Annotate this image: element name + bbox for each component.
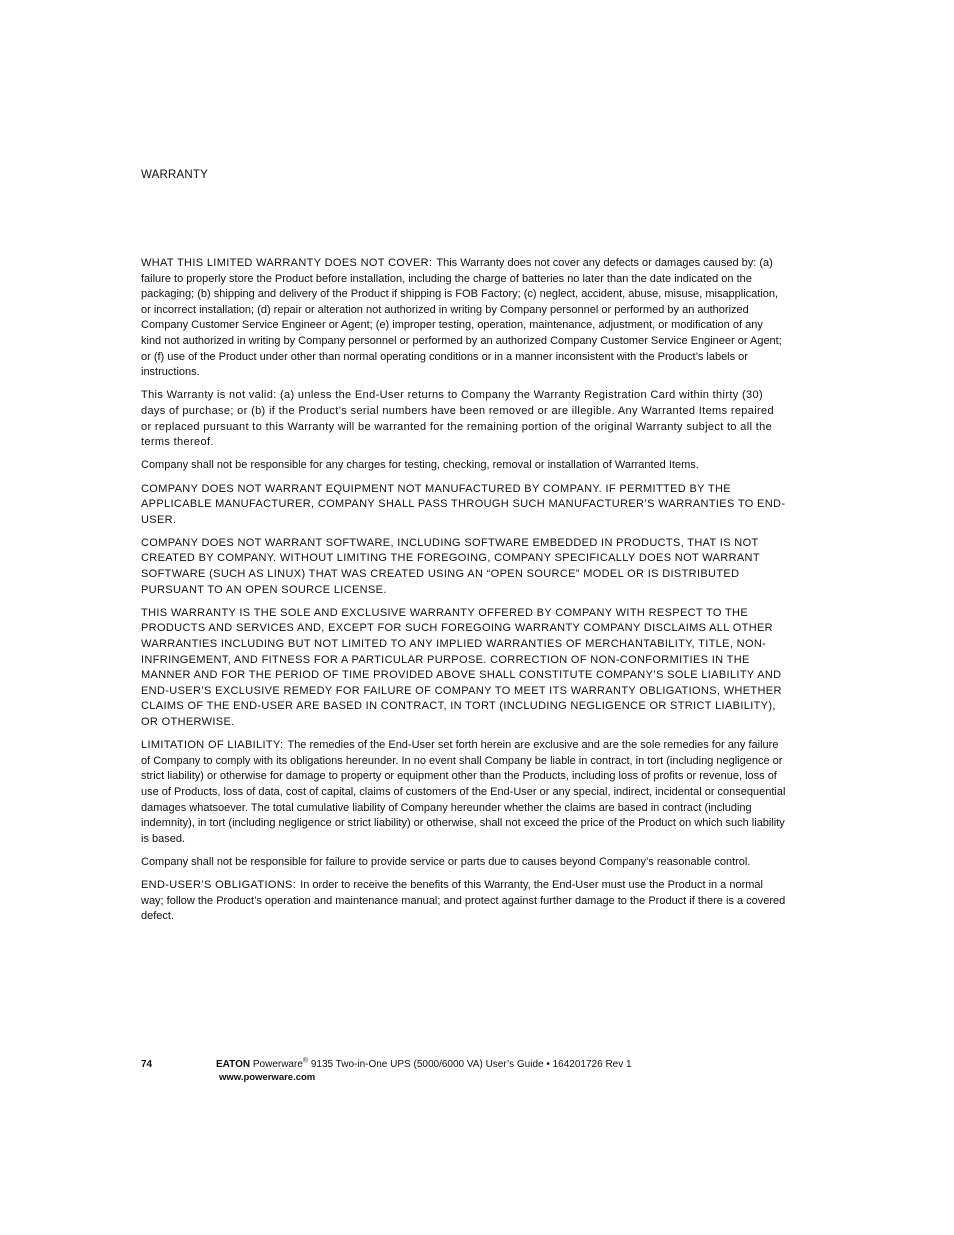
paragraph-text: The remedies of the End-User set forth herein are exclusive and are the sole remedies for any failure of Company to comply with its obligations hereunder. In no event shall Company be liable in contract, in tort (including negligence or strict liability) or otherwise for damage to property or equipment other than the Products, including loss of profits or revenue, loss of use of Products, loss of data, cost of capital, claims of customers of the End-User or any special, indirect, incidental or consequential damages whatsoever. The total cumulative liability of Company hereunder whether the claims are based in contract (including indemnity), in tort (including negligence or strict liability) or otherwise, shall not exceed the price of the Product on which such liability is based. [141,739,786,845]
paragraph-limitation-of-liability [141,738,786,847]
product-title: 9135 Two-in-One UPS (5000/6000 VA) User’s Guide • 164201726 Rev 1 [308,1059,632,1070]
paragraph-lead: END-USER’S OBLIGATIONS: [141,879,297,892]
footer-document-title [216,1059,632,1072]
product-prefix: Powerware [252,1059,303,1070]
paragraph-lead: LIMITATION OF LIABILITY: [141,739,284,752]
paragraph-not-valid: This Warranty is not valid: (a) unless the End-User returns to Company the Warranty Registration Card within thirty (30) days of purchase; or (b) if the Product’s serial numbers have been removed or are illegible. Any Warranted Items repaired or replaced pursuant to this Warranty will be warranted for the remaining portion of the original Warranty subject to all the terms thereof. [141,389,774,449]
paragraph-lead: WHAT THIS LIMITED WARRANTY DOES NOT COVER: [141,257,433,269]
brand-name: EATON [216,1059,251,1070]
paragraph-end-user-obligations [141,878,786,925]
registered-mark: ® [302,1057,309,1065]
footer-url: www.powerware.com [219,1072,316,1083]
section-title: WARRANTY [141,169,208,181]
page-number: 74 [141,1059,153,1070]
paragraph-charges: Company shall not be responsible for any charges for testing, checking, removal or installation of Warranted Items. [141,459,699,472]
paragraph-text: This Warranty does not cover any defects or damages caused by: (a) failure to properly store the Product before installation, including the charge of batteries no later than the date indicated on the packaging; (b) shipping and delivery of the Product if shipping is FOB Factory; (c) neglect, accident, abuse, misuse, misapplication, or incorrect installation; (d) repair or alteration not authorized in writing by Company personnel or performed by an authorized Company Customer Service Engineer or Agent; (e) improper testing, operation, maintenance, adjustment, or modification of any kind not authorized in writing by Company personnel or performed by an authorized Company Customer Service Engineer or Agent; or (f) use of the Product under other than normal operating conditions or in a manner inconsistent with the Product’s labels or instructions. [141,257,782,379]
paragraph-failure-service: Company shall not be responsible for failure to provide service or parts due to causes beyond Company’s reasonable control. [141,855,751,868]
warranty-body [141,256,786,933]
paragraph-not-covered [141,256,786,381]
paragraph-text: In order to receive the benefits of this Warranty, the End-User must use the Product in a normal way; follow the Product’s operation and maintenance manual; and protect against further damage to the Product if there is a covered defect. [141,879,786,923]
paragraph-equipment: COMPANY DOES NOT WARRANT EQUIPMENT NOT MANUFACTURED BY COMPANY. IF PERMITTED BY THE APPLICABLE MANUFACTURER, COMPANY SHALL PASS THROUGH SUCH MANUFACTURER’S WARRANTIES TO END-USER. [141,482,786,526]
paragraph-exclusive-warranty: THIS WARRANTY IS THE SOLE AND EXCLUSIVE WARRANTY OFFERED BY COMPANY WITH RESPECT TO THE PRODUCTS AND SERVICES AND, EXCEPT FOR SUCH FOREGOING WARRANTY COMPANY DISCLAIMS ALL OTHER WARRANTIES INCLUDING BUT NOT LIMITED TO ANY IMPLIED WARRANTIES OF MERCHANTABILITY, TITLE, NON-INFRINGEMENT, AND FITNESS FOR A PARTICULAR PURPOSE. CORRECTION OF NON-CONFORMITIES IN THE MANNER AND FOR THE PERIOD OF TIME PROVIDED ABOVE SHALL CONSTITUTE COMPANY’S SOLE LIABILITY AND END-USER’S EXCLUSIVE REMEDY FOR FAILURE OF COMPANY TO MEET ITS WARRANTY OBLIGATIONS, WHETHER CLAIMS OF THE END-USER ARE BASED IN CONTRACT, IN TORT (INCLUDING NEGLIGENCE OR STRICT LIABILITY), OR OTHERWISE. [141,606,782,728]
paragraph-software: COMPANY DOES NOT WARRANT SOFTWARE, INCLUDING SOFTWARE EMBEDDED IN PRODUCTS, THAT IS NOT CREATED BY COMPANY. WITHOUT LIMITING THE FOREGOING, COMPANY SPECIFICALLY DOES NOT WARRANT SOFTWARE (SUCH AS LINUX) THAT WAS CREATED USING AN “OPEN SOURCE” MODEL OR IS DISTRIBUTED PURSUANT TO AN OPEN SOURCE LICENSE. [141,536,760,596]
